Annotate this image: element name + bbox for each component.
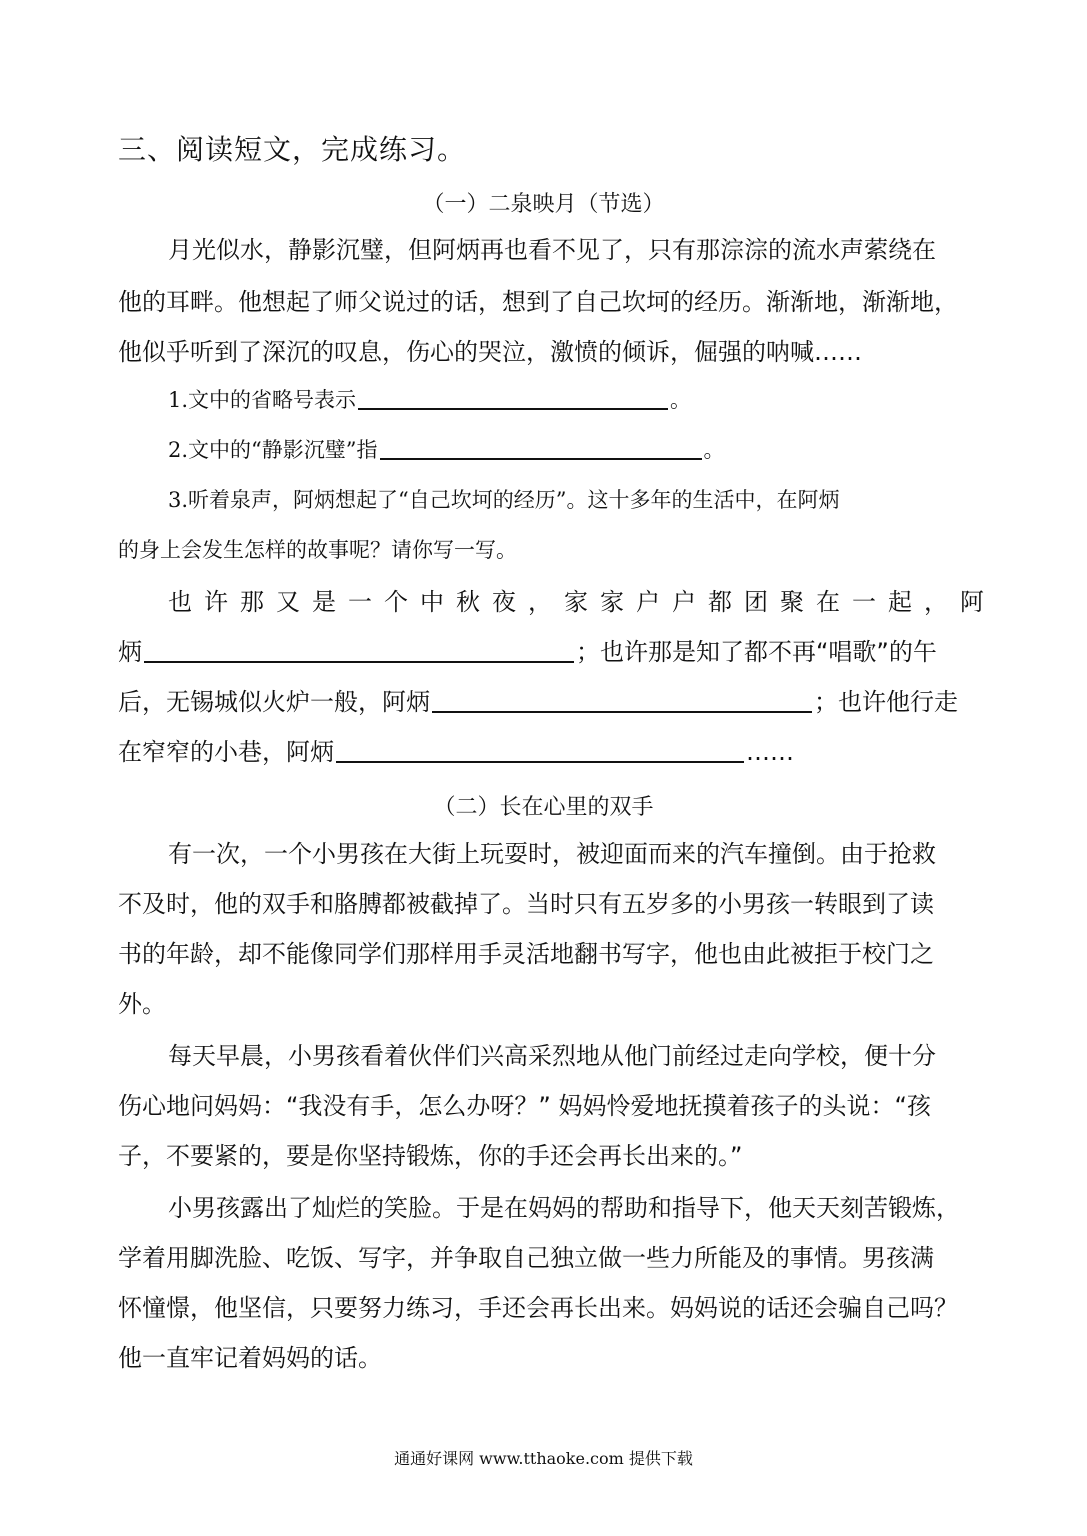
- fill-line-3-end: ；也许他行走: [814, 688, 958, 716]
- question-2: [168, 440, 725, 461]
- answer-blank-1[interactable]: [358, 408, 668, 410]
- fill-line-4-start: 在窄窄的小巷，阿炳: [118, 738, 334, 766]
- passage2-line: 伤心地问妈妈：“我没有手，怎么办呀？” 妈妈怜爱地抚摸着孩子的头说：“孩: [118, 1092, 931, 1120]
- passage2-line: 每天早晨，小男孩看着伙伴们兴高采烈地从他门前经过走向学校，便十分: [168, 1042, 936, 1070]
- passage2-line: 书的年龄，却不能像同学们那样用手灵活地翻书写字，他也由此被拒于校门之: [118, 940, 934, 968]
- passage2-line: 他一直牢记着妈妈的话。: [118, 1344, 382, 1372]
- fill-line-2-end: ；也许那是知了都不再“唱歌”的午: [576, 638, 937, 666]
- fill-line-3: [118, 690, 958, 714]
- passage2-line: 小男孩露出了灿烂的笑脸。于是在妈妈的帮助和指导下，他天天刻苦锻炼，: [168, 1194, 960, 1222]
- passage2-line: 怀憧憬，他坚信，只要努力练习，手还会再长出来。妈妈说的话还会骗自己吗？: [118, 1294, 958, 1322]
- answer-blank-5[interactable]: [336, 761, 744, 763]
- passage2-line: 子，不要紧的，要是你坚持锻炼，你的手还会再长出来的。”: [118, 1142, 743, 1170]
- fill-line-3-start: 后，无锡城似火炉一般，阿炳: [118, 688, 430, 716]
- question-3-line: 3.听着泉声，阿炳想起了“自己坎坷的经历”。这十多年的生活中，在阿炳: [168, 488, 840, 512]
- passage2-line: 学着用脚洗脸、吃饭、写字，并争取自己独立做一些力所能及的事情。男孩满: [118, 1244, 934, 1272]
- fill-line-2-start: 炳: [118, 638, 142, 666]
- passage2-line: 外。: [118, 990, 166, 1018]
- question-1-text: 1.文中的省略号表示: [168, 388, 357, 412]
- passage2-line: 不及时，他的双手和胳膊都被截掉了。当时只有五岁多的小男孩一转眼到了读: [118, 890, 934, 918]
- answer-blank-3[interactable]: [144, 661, 574, 663]
- passage1-line: 他的耳畔。他想起了师父说过的话，想到了自己坎坷的经历。渐渐地，渐渐地，: [118, 288, 958, 316]
- passage2-title: （二）长在心里的双手: [433, 795, 654, 820]
- passage1-line: 月光似水，静影沉璧，但阿炳再也看不见了，只有那淙淙的流水声萦绕在: [168, 236, 936, 264]
- question-3-line: 的身上会发生怎样的故事呢？请你写一写。: [118, 538, 517, 562]
- fill-line-1: 也许那又是一个中秋夜，家家户户都团聚在一起，阿: [168, 588, 996, 616]
- fill-line-2: [118, 640, 937, 664]
- question-1-end: 。: [670, 388, 692, 412]
- passage2-line: 有一次，一个小男孩在大街上玩耍时，被迎面而来的汽车撞倒。由于抢救: [168, 840, 936, 868]
- fill-line-4: [118, 740, 794, 764]
- answer-blank-4[interactable]: [432, 711, 812, 713]
- question-2-end: 。: [703, 438, 725, 462]
- page-footer: 通通好课网 www.tthaoke.com 提供下载: [394, 1449, 693, 1468]
- section-heading: 三、阅读短文，完成练习。: [118, 133, 467, 166]
- passage1-line: 他似乎听到了深沉的叹息，伤心的哭泣，激愤的倾诉，倔强的呐喊……: [118, 338, 862, 366]
- answer-blank-2[interactable]: [380, 458, 702, 460]
- passage1-title: （一）二泉映月（节选）: [422, 192, 665, 217]
- question-1: [168, 390, 691, 411]
- fill-line-4-end: ……: [746, 738, 794, 766]
- question-2-text: 2.文中的“静影沉璧”指: [168, 438, 378, 462]
